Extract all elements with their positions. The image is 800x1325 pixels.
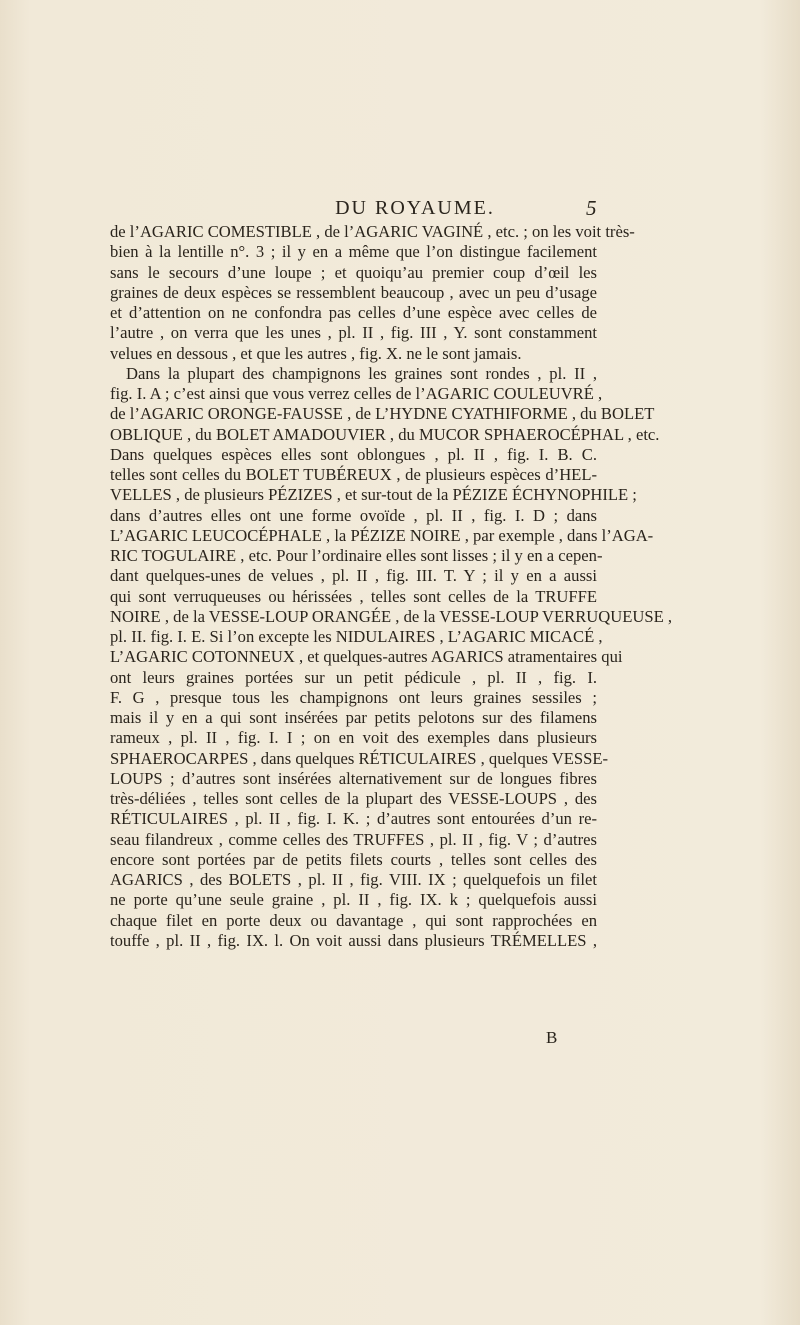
running-title: DU ROYAUME. <box>335 197 495 219</box>
text-line: fig. I. A ; c’est ainsi que vous verrez celles de l’AGARIC COULEUVRÉ , <box>110 384 603 403</box>
text-line: chaque filet en porte deux ou davantage , qui sont rapprochées en <box>110 910 597 930</box>
text-line: graines de deux espèces se ressemblent beaucoup , avec un peu d’usage <box>110 282 597 302</box>
text-line: NOIRE , de la VESSE-LOUP ORANGÉE , de la VESSE-LOUP VERRUQUEUSE , <box>110 606 673 626</box>
text-line: L’AGARIC COTONNEUX , et quelques-autres AGARICS atramentaires qui <box>110 647 623 667</box>
text-line: sans le secours d’une loupe ; et quoiqu’au premier coup d’œil les <box>110 262 597 282</box>
text-line: AGARICS , des BOLETS , pl. II , fig. VIII. IX ; quelquefois un filet <box>110 870 597 889</box>
text-line: l’autre , on verra que les unes , pl. II , fig. III , Y. sont constamment <box>110 323 597 343</box>
text-line: OBLIQUE , du BOLET AMADOUVIER , du MUCOR SPHAEROCÉPHAL , etc. <box>110 424 660 444</box>
text-line: bien à la lentille n°. 3 ; il y en a même que l’on distingue facilement <box>110 242 597 262</box>
text-line: qui sont verruqueuses ou hérissées , telles sont celles de la TRUFFE <box>110 586 597 606</box>
text-line: Dans quelques espèces elles sont oblongues , pl. II , fig. I. B. C. <box>110 444 597 464</box>
text-line: RÉTICULAIRES , pl. II , fig. I. K. ; d’autres sont entourées d’un re- <box>110 809 597 829</box>
text-line: telles sont celles du BOLET TUBÉREUX , de plusieurs espèces d’HEL- <box>110 465 597 484</box>
text-line: RIC TOGULAIRE , etc. Pour l’ordinaire elles sont lisses ; il y en a cepen- <box>110 546 603 565</box>
page-number: 5 <box>586 196 597 220</box>
text-line: encore sont portées par de petits filets courts , telles sont celles des <box>110 849 597 869</box>
text-line: Dans la plupart des champignons les graines sont rondes , pl. II , <box>126 363 597 383</box>
text-line: LOUPS ; d’autres sont insérées alternativement sur de longues fibres <box>110 768 597 788</box>
text-line: très-déliées , telles sont celles de la plupart des VESSE-LOUPS , des <box>110 789 597 808</box>
text-line: et d’attention on ne confondra pas celles d’une espèce avec celles de <box>110 303 597 322</box>
text-line: mais il y en a qui sont insérées par petits pelotons sur des filamens <box>110 708 597 727</box>
text-line: SPHAEROCARPES , dans quelques RÉTICULAIRES , quelques VESSE- <box>110 748 608 768</box>
text-line: seau filandreux , comme celles des TRUFFES , pl. II , fig. V ; d’autres <box>110 829 597 849</box>
text-line: VELLES , de plusieurs PÉZIZES , et sur-tout de la PÉZIZE ÉCHYNOPHILE ; <box>110 485 637 505</box>
text-line: dans d’autres elles ont une forme ovoïde , pl. II , fig. I. D ; dans <box>110 505 597 525</box>
text-line: pl. II. fig. I. E. Si l’on excepte les NIDULAIRES , L’AGARIC MICACÉ , <box>110 627 603 646</box>
text-body <box>110 222 673 951</box>
text-line: touffe , pl. II , fig. IX. l. On voit aussi dans plusieurs TRÉMELLES , <box>110 930 597 950</box>
text-line: de l’AGARIC ORONGE-FAUSSE , de L’HYDNE CYATHIFORME , du BOLET <box>110 404 655 424</box>
text-line: de l’AGARIC COMESTIBLE , de l’AGARIC VAGINÉ , etc. ; on les voit très- <box>110 222 635 241</box>
text-line: ont leurs graines portées sur un petit pédicule , pl. II , fig. I. <box>110 667 597 687</box>
text-line: ne porte qu’une seule graine , pl. II , fig. IX. k ; quelquefois aussi <box>110 890 597 910</box>
text-line: velues en dessous , et que les autres , fig. X. ne le sont jamais. <box>110 343 522 363</box>
text-line: F. G , presque tous les champignons ont leurs graines sessiles ; <box>110 687 597 707</box>
text-line: L’AGARIC LEUCOCÉPHALE , la PÉZIZE NOIRE , par exemple , dans l’AGA- <box>110 525 654 545</box>
text-line: dant quelques-unes de velues , pl. II , fig. III. T. Y ; il y en a aussi <box>110 566 597 586</box>
text-line: rameux , pl. II , fig. I. I ; on en voit des exemples dans plusieurs <box>110 728 597 748</box>
catchword: B <box>546 1028 558 1047</box>
